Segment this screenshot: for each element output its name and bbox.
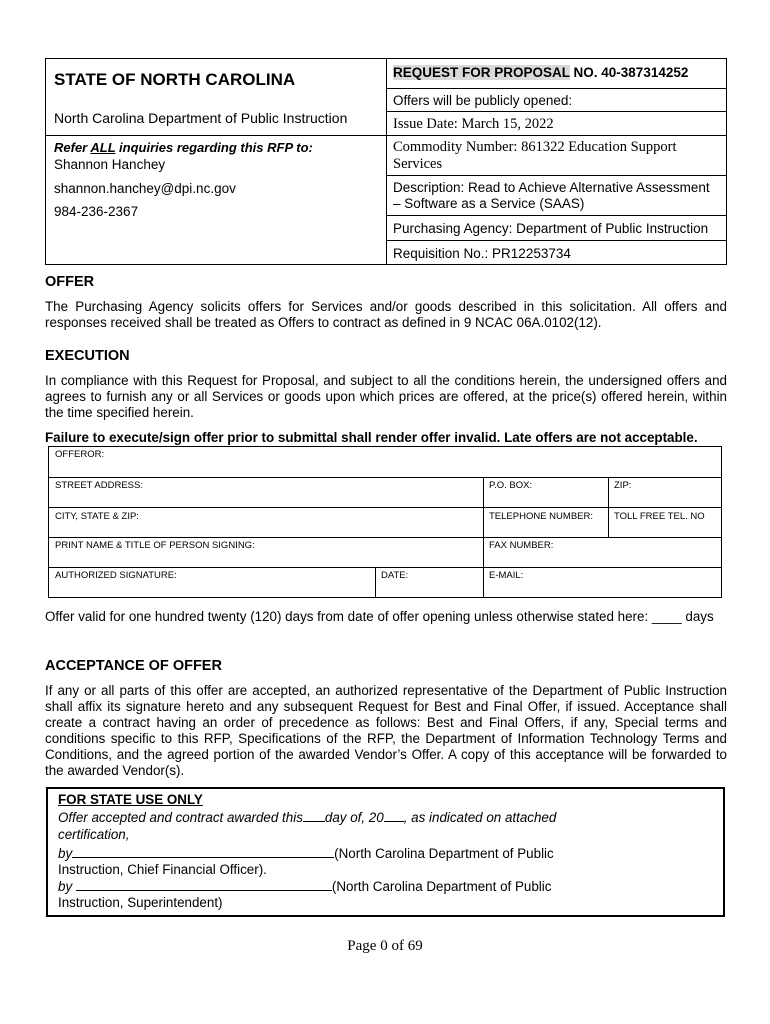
telephone-label[interactable]: TELEPHONE NUMBER: [489,511,593,522]
award-line: Offer accepted and contract awarded this day of, 20 , as indicated on attached [58,810,557,825]
rfp-header-table [45,58,727,265]
cfo-title: Instruction, Chief Financial Officer). [58,862,267,877]
public-opening: Offers will be publicly opened: [387,89,727,112]
offer-heading: OFFER [45,274,95,290]
page-number: Page 0 of 69 [347,938,423,954]
state-use-heading: FOR STATE USE ONLY [58,792,203,807]
description: Description: Read to Achieve Alternative Assessment – Software as a Service (SAAS) [387,176,727,216]
requisition-number: Requisition No.: PR12253734 [393,246,571,261]
po-box-label[interactable]: P.O. BOX: [489,480,533,491]
state-title: STATE OF NORTH CAROLINA [54,70,296,89]
offeror-form [48,446,722,598]
header-left-column [46,59,386,264]
print-name-label[interactable]: PRINT NAME & TITLE OF PERSON SIGNING: [55,540,255,551]
offer-text: The Purchasing Agency solicits offers for Services and/or goods described in this solicitation. All offers and responses received shall be treated as Offers to contract as defined in 9 NCAC 06A.0102(12). [45,299,727,330]
execution-heading: EXECUTION [45,348,130,364]
commodity-number: Commodity Number: 861322 Education Support Services [387,136,727,176]
fax-label[interactable]: FAX NUMBER: [489,540,554,551]
form-row-divider [49,477,721,478]
issue-date: Issue Date: March 15, 2022 [387,112,727,136]
form-cell-divider [483,477,484,507]
superintendent-title: Instruction, Superintendent) [58,895,223,910]
city-state-zip-label[interactable]: CITY, STATE & ZIP: [55,511,139,522]
signature-label[interactable]: AUTHORIZED SIGNATURE: [55,570,177,581]
contact-phone: 984-236-2367 [54,204,139,219]
cfo-signature-line: by (North Carolina Department of Public [58,846,554,861]
form-row-divider [49,567,721,568]
street-address-label[interactable]: STREET ADDRESS: [55,480,143,491]
email-label[interactable]: E-MAIL: [489,570,524,581]
header-right-column [386,59,727,264]
superintendent-signature-line: by (North Carolina Department of Public [58,879,552,894]
contact-email: shannon.hanchey@dpi.nc.gov [54,181,236,196]
certification-line: certification, [58,827,130,842]
form-cell-divider [375,567,376,598]
rfp-number: REQUEST FOR PROPOSAL NO. 40-387314252 [387,59,727,89]
form-cell-divider [483,507,484,598]
execution-text: In compliance with this Request for Proposal, and subject to all the conditions herein, the undersigned offers and agrees to furnish any or all Services or goods upon which prices are offered, at the price(s) offered herein, within the time specified herein. [45,373,727,420]
department-name: North Carolina Department of Public Instruction [54,110,348,126]
state-use-box [46,787,725,917]
offer-validity: Offer valid for one hundred twenty (120) days from date of offer opening unless otherwise stated here: ____ days [45,609,714,624]
toll-free-label[interactable]: TOLL FREE TEL. NO [614,511,705,522]
purchasing-agency: Purchasing Agency: Department of Public Instruction [387,216,727,241]
acceptance-heading: ACCEPTANCE OF OFFER [45,658,222,674]
form-row-divider [49,507,721,508]
form-row-divider [49,537,721,538]
zip-label[interactable]: ZIP: [614,480,632,491]
offeror-label: OFFEROR: [55,449,105,460]
date-label[interactable]: DATE: [381,570,409,581]
divider [46,135,386,136]
late-offer-warning: Failure to execute/sign offer prior to submittal shall render offer invalid. Late offers are not acceptable. [45,430,698,445]
acceptance-text: If any or all parts of this offer are accepted, an authorized representative of the Department of Public Instruction shall affix its signature hereto and any subsequent Request for Best and Final Offer, if issued. Acceptance shall create a contract having an order of precedence as follows: Best and Final Offers, if any, Special terms and conditions specific to this RFP, Specifications of the RFP, the Department of Information Technology Terms and Conditions, and the agreed portion of the awarded Vendor’s Offer. A copy of this acceptance will be forwarded to the awarded Vendor(s). [45,683,727,778]
contact-name: Shannon Hanchey [54,157,166,172]
inquiries-label: Refer ALL inquiries regarding this RFP to: [54,140,313,155]
